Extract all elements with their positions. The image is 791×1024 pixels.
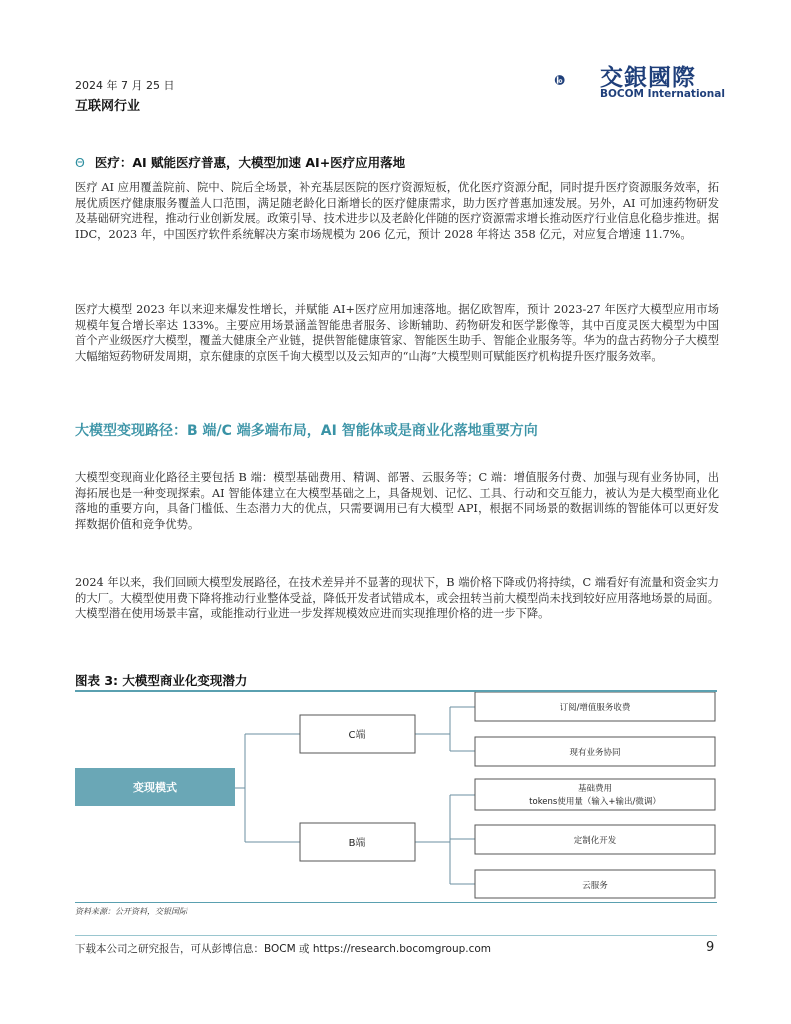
b-leaf-2-label: 定制化开发: [573, 836, 617, 846]
section-title: 医疗：AI 赋能医疗普惠，大模型加速 AI+医疗应用落地: [94, 155, 406, 170]
logo-text-cn: 交銀國際: [600, 65, 696, 91]
b-leaf-3-label: 云服务: [582, 881, 608, 891]
b-leaf-1-line-1: 基础费用: [577, 784, 613, 794]
bullet-icon: Θ: [75, 155, 85, 170]
paragraph-3: 大模型变现商业化路径主要包括 B 端：模型基础费用、精调、部署、云服务等；C 端：增值服务付费、加强与现有业务协同，出海拓展也是一种变现探索。AI 智能体建立在大模型基础之上，具备规划、记忆、工具、行动和交互能力，被认为是大模型商业化落地的重要方向，具备门槛低、生态潜力大的优点，只需要调用已有大模型 API，根据不同场景的数据训练的智能体可以更好发挥数据价值和竞争优势。: [75, 471, 719, 531]
subheading: 大模型变现路径：B 端/C 端多端布局，AI 智能体或是商业化落地重要方向: [75, 423, 538, 439]
paragraph-2: 医疗大模型 2023 年以来迎来爆发性增长，并赋能 AI+医疗应用加速落地。据亿欧智库，预计 2023-27 年医疗大模型应用市场规模年复合增长率达 133%。主要应用场景涵盖智能患者服务、诊断辅助、药物研发和医学影像等，其中百度灵医大模型为中国首个产业级医疗大模型，覆盖大健康全产业链，提供智能健康管家、智能医生助手、智能企业服务等。华为的盘古药物分子大模型大幅缩短药物研发周期，京东健康的京医千询大模型以及云知声的“山海”大模型则可赋能医疗机构提升医疗服务效率。: [75, 303, 719, 363]
logo-text-en: BOCOM International: [600, 88, 725, 100]
b-leaf-1-line-2: tokens使用量（输入+输出/微调）: [529, 797, 661, 807]
figure-source: 资料来源：公开资料，交银国际: [75, 907, 187, 916]
report-date: 2024 年 7 月 25 日: [75, 79, 175, 92]
c-leaf-2-label: 现有业务协同: [569, 748, 621, 758]
paragraph-4: 2024 年以来，我们回顾大模型发展路径，在技术差异并不显著的现状下，B 端价格下降或仍将持续，C 端看好有流量和资金实力的大厂。大模型使用费下降将推动行业整体受益，降低开发者试错成本，或会扭转当前大模型尚未找到较好应用落地场景的局面。大模型潜在使用场景丰富，或能推动行业进一步发挥规模效应进而实现推理价格的进一步下降。: [75, 576, 719, 621]
section-title-row: [75, 153, 715, 171]
figure-rule-bottom: [75, 902, 717, 903]
root-node-label: 变现模式: [133, 781, 177, 794]
c-leaf-1-label: 订阅/增值服务收费: [559, 703, 631, 713]
bocom-logo-icon: [554, 58, 598, 102]
industry-label: 互联网行业: [75, 99, 141, 114]
monetization-diagram: [75, 692, 720, 900]
c-node-label: C端: [348, 730, 366, 741]
footer-text: 下载本公司之研究报告，可从彭博信息：BOCM 或 https://research.bocomgroup.com: [75, 943, 492, 955]
paragraph-1: 医疗 AI 应用覆盖院前、院中、院后全场景，补充基层医院的医疗资源短板，优化医疗资源分配，同时提升医疗资源服务效率，拓展优质医疗健康服务覆盖人口范围，满足随老龄化日渐增长的医疗健康需求，助力医疗普惠加速发展。另外，AI 可加速药物研发及基础研究进程，推动行业创新发展。政策引导、技术进步以及老龄化伴随的医疗资源需求增长推动医疗行业信息化稳步推进。据 IDC，2023 年，中国医疗软件系统解决方案市场规模为 206 亿元，预计 2028 年将达 358 亿元，对应复合增速 11.7%。: [75, 181, 719, 241]
b-node-label: B端: [348, 838, 366, 849]
figure-title: 图表 3: 大模型商业化变现潜力: [75, 673, 248, 688]
page-number: 9: [706, 940, 715, 955]
footer-rule: [75, 935, 717, 936]
